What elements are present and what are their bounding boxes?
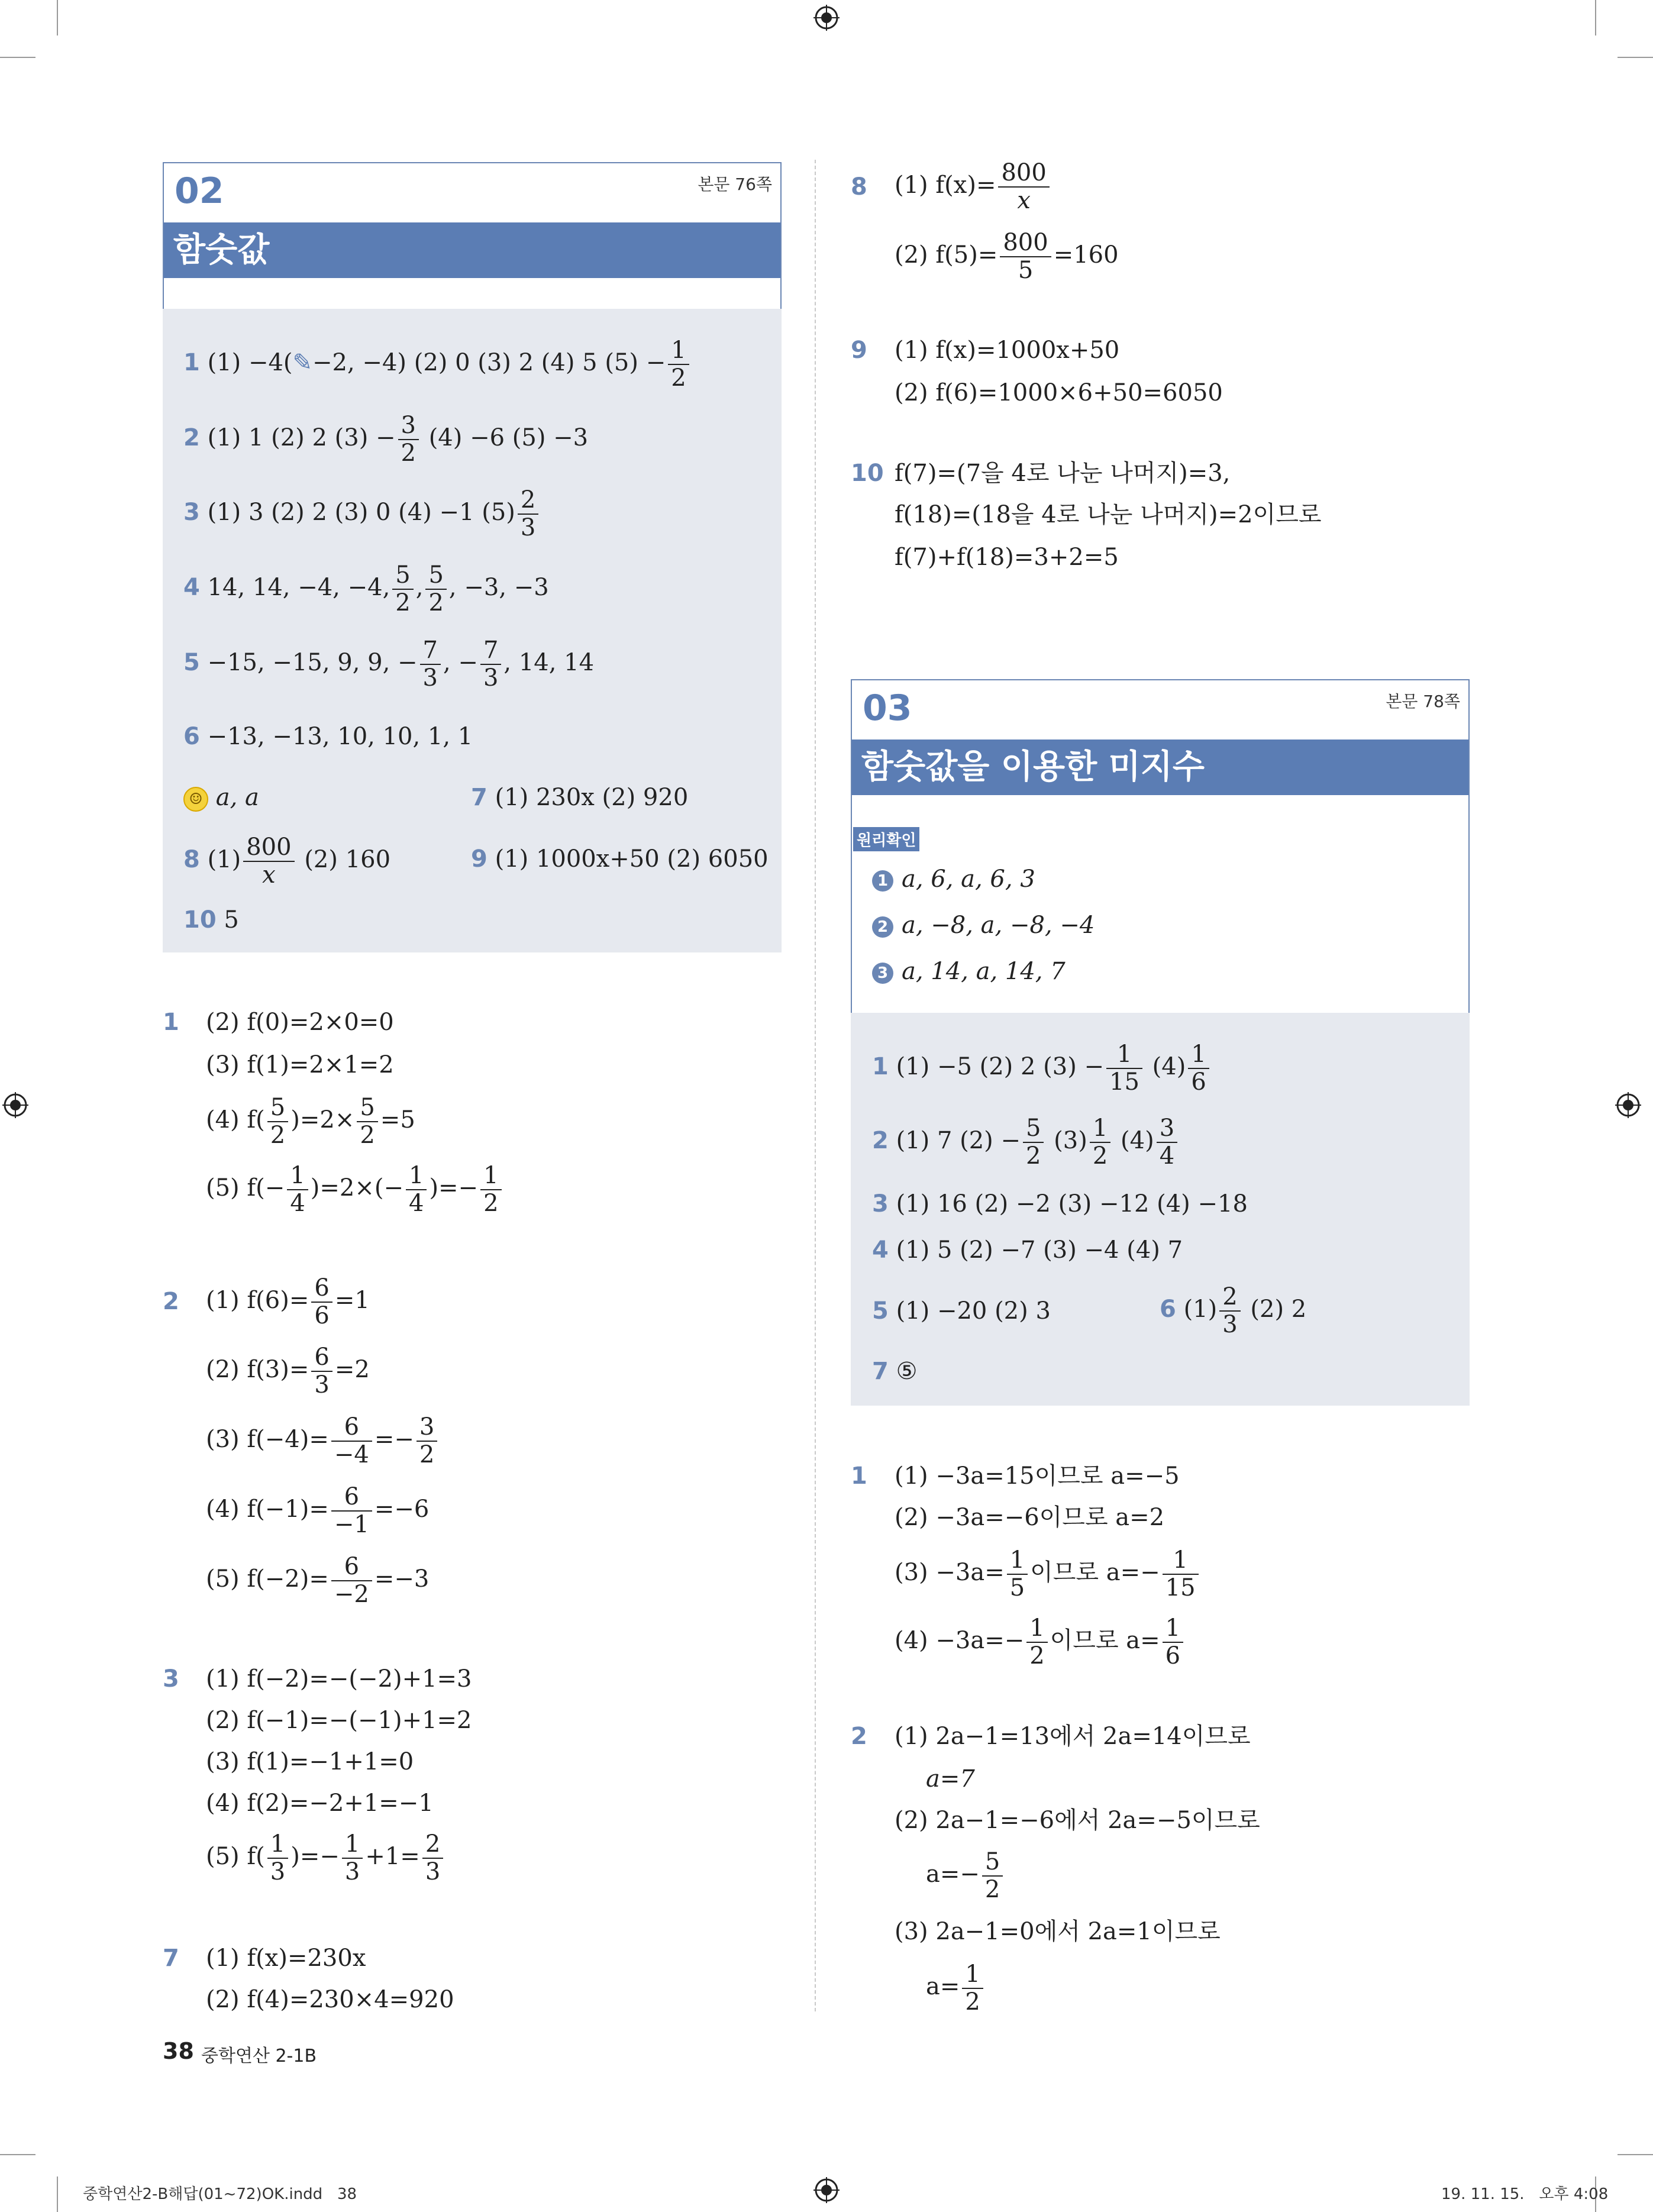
solution-line: f(7)=(7을 4로 나눈 나머지)=3, <box>895 460 1231 487</box>
solution-line: (4) f(−1)= $\frac{6}{-1}$ =−6 <box>206 1483 430 1538</box>
solution-line: (1) f(6)= $\frac{6}{6}$ =1 <box>206 1274 370 1329</box>
fraction: $\frac{7}{3}$ <box>480 637 501 692</box>
smile-icon: ☺ <box>183 787 208 812</box>
solution-line: a=− $\frac{5}{2}$ <box>926 1849 1005 1903</box>
print-date: 19. 11. 15. 오후 4:08 <box>1441 2185 1609 2203</box>
solution-line: f(7)+f(18)=3+2=5 <box>895 544 1119 571</box>
section-number: 02 <box>175 170 224 212</box>
item-number: 1 <box>183 348 200 376</box>
section-header-02 <box>163 162 782 310</box>
solution-line: (1) 2a−1=13에서 2a=14이므로 <box>895 1723 1251 1750</box>
solution-line: (2) f(6)=1000×6+50=6050 <box>895 379 1223 406</box>
summary-line-4: 4 (1) 5 (2) −7 (3) −4 (4) 7 <box>872 1236 1183 1264</box>
section-number: 03 <box>863 687 912 729</box>
solution-line: (4) f( $\frac{5}{2}$ )=2× $\frac{5}{2}$ =5 <box>206 1094 415 1149</box>
registration-mark-icon <box>1615 1092 1641 1118</box>
fraction: $\frac{3}{2}$ <box>398 412 419 467</box>
summary-line-1: 1 (1) −5 (2) 2 (3) − $\frac{1}{15}$ (4) $\frac{1}{6}$ <box>872 1041 1212 1096</box>
registration-mark-icon <box>813 5 840 31</box>
item-number: 5 <box>183 648 200 676</box>
column-divider <box>815 160 816 2011</box>
item-number: 3 <box>183 498 200 526</box>
summary-line-6: 6 (1) $\frac{2}{3}$ (2) 2 <box>1160 1283 1307 1338</box>
fraction: $\frac{1}{2}$ <box>668 337 689 392</box>
section-title: 함숫값 <box>164 222 780 278</box>
solution-line: a= $\frac{1}{2}$ <box>926 1961 986 2016</box>
fraction: $\frac{7}{3}$ <box>420 637 441 692</box>
solution-line: (5) f(−2)= $\frac{6}{-2}$ =−3 <box>206 1553 430 1608</box>
section-header-03 <box>851 679 1470 1014</box>
page-reference: 본문 76쪽 <box>698 175 772 194</box>
solution-line: (2) f(4)=230×4=920 <box>206 1986 454 2013</box>
principle-line-1: 1 a, 6, a, 6, 3 <box>872 867 1035 892</box>
registration-mark-icon <box>813 2177 840 2203</box>
solution-line: (5) f(− $\frac{1}{4}$ )=2×(− $\frac{1}{4}$ )=− $\frac{1}{2}$ <box>206 1162 504 1217</box>
summary-line-5: 5 −15, −15, 9, 9, − $\frac{7}{3}$ , − $\frac{7}{3}$ , 14, 14 <box>183 637 595 692</box>
summary-line-9: 9 (1) 1000x+50 (2) 6050 <box>471 845 769 873</box>
solution-line: (1) f(x)= $\frac{800}{x}$ <box>895 160 1052 214</box>
summary-line-3: 3 (1) 3 (2) 2 (3) 0 (4) −1 (5) $\frac{2}{3}$ <box>183 487 541 541</box>
question-number: 8 <box>851 173 867 201</box>
fraction: $\frac{800}{x}$ <box>243 834 294 889</box>
principle-badge: 원리확인 <box>853 827 919 851</box>
summary-line-8: 8 (1) $\frac{800}{x}$ (2) 160 <box>183 834 391 889</box>
summary-line-3: 3 (1) 16 (2) −2 (3) −12 (4) −18 <box>872 1190 1248 1218</box>
solution-line: (2) f(3)= $\frac{6}{3}$ =2 <box>206 1344 370 1399</box>
question-number: 9 <box>851 337 867 364</box>
solution-line: (2) f(−1)=−(−1)+1=2 <box>206 1707 472 1734</box>
question-number: 1 <box>163 1009 179 1036</box>
solution-line: a=7 <box>926 1765 975 1793</box>
solution-line: (3) f(1)=−1+1=0 <box>206 1748 414 1775</box>
question-number: 2 <box>851 1723 867 1750</box>
item-number: 10 <box>183 906 217 934</box>
principle-line-3: 3 a, 14, a, 14, 7 <box>872 960 1066 984</box>
pencil-icon: ✎ <box>292 348 313 376</box>
crop-mark <box>57 0 58 35</box>
solution-line: f(18)=(18을 4로 나눈 나머지)=2이므로 <box>895 501 1322 528</box>
fraction: $\frac{2}{3}$ <box>518 487 538 541</box>
solution-line: (4) f(2)=−2+1=−1 <box>206 1790 434 1817</box>
question-number: 7 <box>163 1945 179 1972</box>
solution-line: (4) −3a=− $\frac{1}{2}$ 이므로 a= $\frac{1}{6}$ <box>895 1615 1186 1670</box>
solution-line: (2) −3a=−6이므로 a=2 <box>895 1504 1165 1531</box>
crop-mark <box>1595 0 1596 35</box>
solution-line: (5) f( $\frac{1}{3}$ )=− $\frac{1}{3}$ +1= $\frac{2}{3}$ <box>206 1831 445 1885</box>
crop-mark <box>1618 2154 1653 2155</box>
solution-line: (2) f(0)=2×0=0 <box>206 1009 394 1036</box>
solution-line: (1) −3a=15이므로 a=−5 <box>895 1462 1180 1490</box>
section-title: 함숫값을 이용한 미지수 <box>852 740 1468 795</box>
summary-line-smile: ☺ a, a <box>183 786 259 812</box>
summary-line-4: 4 14, 14, −4, −4, $\frac{5}{2}$ , $\frac{5}{2}$ , −3, −3 <box>183 561 549 616</box>
page-reference: 본문 78쪽 <box>1386 692 1460 711</box>
crop-mark <box>0 57 35 58</box>
summary-line-2: 2 (1) 7 (2) − $\frac{5}{2}$ (3) $\frac{1}{2}$ (4) $\frac{3}{4}$ <box>872 1115 1180 1170</box>
solution-line: (1) f(x)=1000x+50 <box>895 337 1120 364</box>
principle-line-2: 2 a, −8, a, −8, −4 <box>872 913 1095 938</box>
page-number: 38 <box>163 2038 194 2064</box>
solution-line: (1) f(x)=230x <box>206 1945 366 1972</box>
registration-mark-icon <box>2 1092 28 1118</box>
summary-line-7: 7 ⑤ <box>872 1358 918 1385</box>
solution-line: (3) 2a−1=0에서 2a=1이므로 <box>895 1918 1221 1945</box>
solution-line: (2) f(5)= $\frac{800}{5}$ =160 <box>895 229 1119 284</box>
summary-line-2: 2 (1) 1 (2) 2 (3) − $\frac{3}{2}$ (4) −6 (5) −3 <box>183 412 589 467</box>
question-number: 10 <box>851 460 884 487</box>
item-number: 9 <box>471 845 487 873</box>
summary-line-1: 1 (1) −4(✎−2, −4) (2) 0 (3) 2 (4) 5 (5) − $\frac{1}{2}$ <box>183 337 692 392</box>
item-number: 8 <box>183 845 200 873</box>
crop-mark <box>57 2177 58 2212</box>
question-number: 3 <box>163 1665 179 1693</box>
summary-line-10: 10 5 <box>183 906 239 934</box>
solution-line: (3) f(1)=2×1=2 <box>206 1051 394 1078</box>
book-title: 중학연산 2-1B <box>201 2046 317 2066</box>
summary-line-7: 7 (1) 230x (2) 920 <box>471 784 689 811</box>
summary-line-5: 5 (1) −20 (2) 3 <box>872 1297 1051 1325</box>
solution-line: (2) 2a−1=−6에서 2a=−5이므로 <box>895 1807 1260 1834</box>
solution-line: (3) −3a= $\frac{1}{5}$ 이므로 a=− $\frac{1}{15}$ <box>895 1547 1201 1601</box>
fraction: $\frac{5}{2}$ <box>392 562 413 616</box>
crop-mark <box>0 2154 35 2155</box>
question-number: 1 <box>851 1462 867 1490</box>
question-number: 2 <box>163 1288 179 1315</box>
item-number: 4 <box>183 573 200 601</box>
item-number: 6 <box>183 723 200 750</box>
fraction: $\frac{5}{2}$ <box>425 562 446 616</box>
item-number: 7 <box>471 784 487 811</box>
print-file-info: 중학연산2-B해답(01~72)OK.indd 38 <box>83 2185 357 2203</box>
summary-line-6: 6 −13, −13, 10, 10, 1, 1 <box>183 723 473 750</box>
solution-line: (3) f(−4)= $\frac{6}{-4}$ =− $\frac{3}{2}$ <box>206 1414 440 1468</box>
item-number: 2 <box>183 424 200 451</box>
solution-line: (1) f(−2)=−(−2)+1=3 <box>206 1665 472 1693</box>
crop-mark <box>1618 57 1653 58</box>
